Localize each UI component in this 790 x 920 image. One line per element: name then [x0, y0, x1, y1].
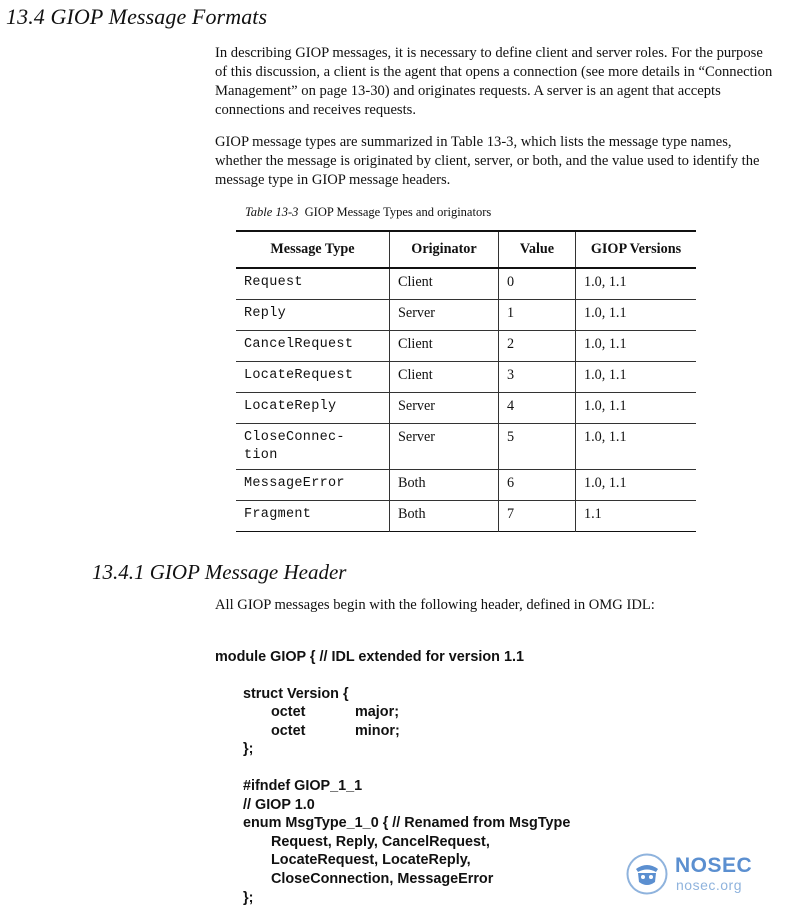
cell-versions: 1.1	[576, 501, 697, 532]
cell-originator: Server	[390, 300, 499, 331]
cell-message-type	[236, 424, 390, 470]
table-row	[236, 300, 696, 331]
cell-originator: Both	[390, 470, 499, 501]
code-line: };	[243, 889, 254, 906]
cell-versions: 1.0, 1.1	[576, 331, 697, 362]
cell-value: 0	[499, 268, 576, 300]
cell-message-type: CancelRequest	[236, 331, 390, 362]
code-token: major;	[355, 704, 399, 721]
cell-versions: 1.0, 1.1	[576, 470, 697, 501]
cell-message-type: LocateRequest	[236, 362, 390, 393]
cell-versions: 1.0, 1.1	[576, 424, 697, 470]
idl-code-block	[215, 648, 570, 907]
cell-message-type-line1: CloseConnec-	[244, 430, 345, 445]
code-line: #ifndef GIOP_1_1	[243, 777, 363, 794]
watermark-name: NOSEC	[675, 854, 753, 877]
cell-message-type: Request	[244, 275, 303, 290]
code-line: LocateRequest, LocateReply,	[271, 852, 471, 869]
table-row	[236, 362, 696, 393]
cell-versions: 1.0, 1.1	[576, 362, 697, 393]
cell-message-type: MessageError	[236, 470, 390, 501]
cell-originator: Client	[390, 331, 499, 362]
code-line	[215, 703, 570, 722]
table-row	[236, 331, 696, 362]
cell-message-type: Reply	[236, 300, 390, 331]
summary-paragraph: GIOP message types are summarized in Table 13-3, which lists the message type names, whether the message is originated by client, server, or both, and the value used to identify the message type in GIOP message headers.	[215, 134, 760, 188]
code-token: octet	[271, 722, 306, 739]
header-intro-paragraph: All GIOP messages begin with the following header, defined in OMG IDL:	[215, 597, 655, 613]
watermark-domain: nosec.org	[676, 877, 742, 893]
column-header-giop-versions: GIOP Versions	[576, 231, 697, 268]
nosec-watermark	[626, 851, 786, 897]
code-blank-line	[215, 759, 570, 777]
table-row	[236, 501, 696, 532]
cell-message-type: Fragment	[236, 501, 390, 532]
code-line: };	[243, 741, 254, 758]
code-line: struct Version {	[243, 685, 349, 702]
table-row	[236, 424, 696, 470]
table-row	[236, 268, 696, 300]
code-token: octet	[271, 704, 306, 721]
cell-originator: Client	[390, 268, 499, 300]
cell-message-type-line2: tion	[244, 448, 278, 463]
nosec-logo-icon	[626, 853, 668, 895]
cell-originator: Server	[390, 424, 499, 470]
cell-originator: Client	[390, 362, 499, 393]
intro-paragraph: In describing GIOP messages, it is necessary to define client and server roles. For the purpose of this discussion, a client is the agent that opens a connection (see more details in “Connection Management” on page 13-30) and originates requests. A server is an agent that accepts connections and receives requests.	[215, 45, 773, 118]
cell-versions: 1.0, 1.1	[576, 300, 697, 331]
cell-value: 6	[499, 470, 576, 501]
code-line: module GIOP { // IDL extended for version 1.1	[215, 649, 524, 665]
column-header-value: Value	[499, 231, 576, 268]
cell-originator: Both	[390, 501, 499, 532]
cell-message-type: LocateReply	[236, 393, 390, 424]
cell-originator: Server	[390, 393, 499, 424]
code-token: minor;	[355, 722, 400, 739]
code-line: CloseConnection, MessageError	[271, 870, 494, 887]
column-header-message-type: Message Type	[236, 231, 390, 268]
code-blank-line	[215, 667, 570, 685]
code-line: // GIOP 1.0	[243, 796, 315, 813]
table-caption-text: GIOP Message Types and originators	[304, 205, 492, 219]
code-line: Request, Reply, CancelRequest,	[271, 833, 490, 850]
cell-versions: 1.0, 1.1	[576, 393, 697, 424]
table-row	[236, 393, 696, 424]
code-line	[215, 722, 570, 741]
table-caption-number: Table 13-3	[245, 205, 299, 219]
cell-value: 1	[499, 300, 576, 331]
cell-value: 3	[499, 362, 576, 393]
cell-value: 7	[499, 501, 576, 532]
section-title: 13.4 GIOP Message Formats	[6, 4, 268, 29]
table-caption	[245, 205, 491, 220]
cell-value: 4	[499, 393, 576, 424]
cell-value: 2	[499, 331, 576, 362]
cell-versions: 1.0, 1.1	[576, 268, 697, 300]
subsection-title: 13.4.1 GIOP Message Header	[92, 560, 347, 584]
table-header-row	[236, 231, 696, 268]
message-types-table	[236, 230, 696, 532]
cell-value: 5	[499, 424, 576, 470]
code-line: enum MsgType_1_0 { // Renamed from MsgType	[243, 815, 571, 832]
table-row	[236, 470, 696, 501]
column-header-originator: Originator	[390, 231, 499, 268]
